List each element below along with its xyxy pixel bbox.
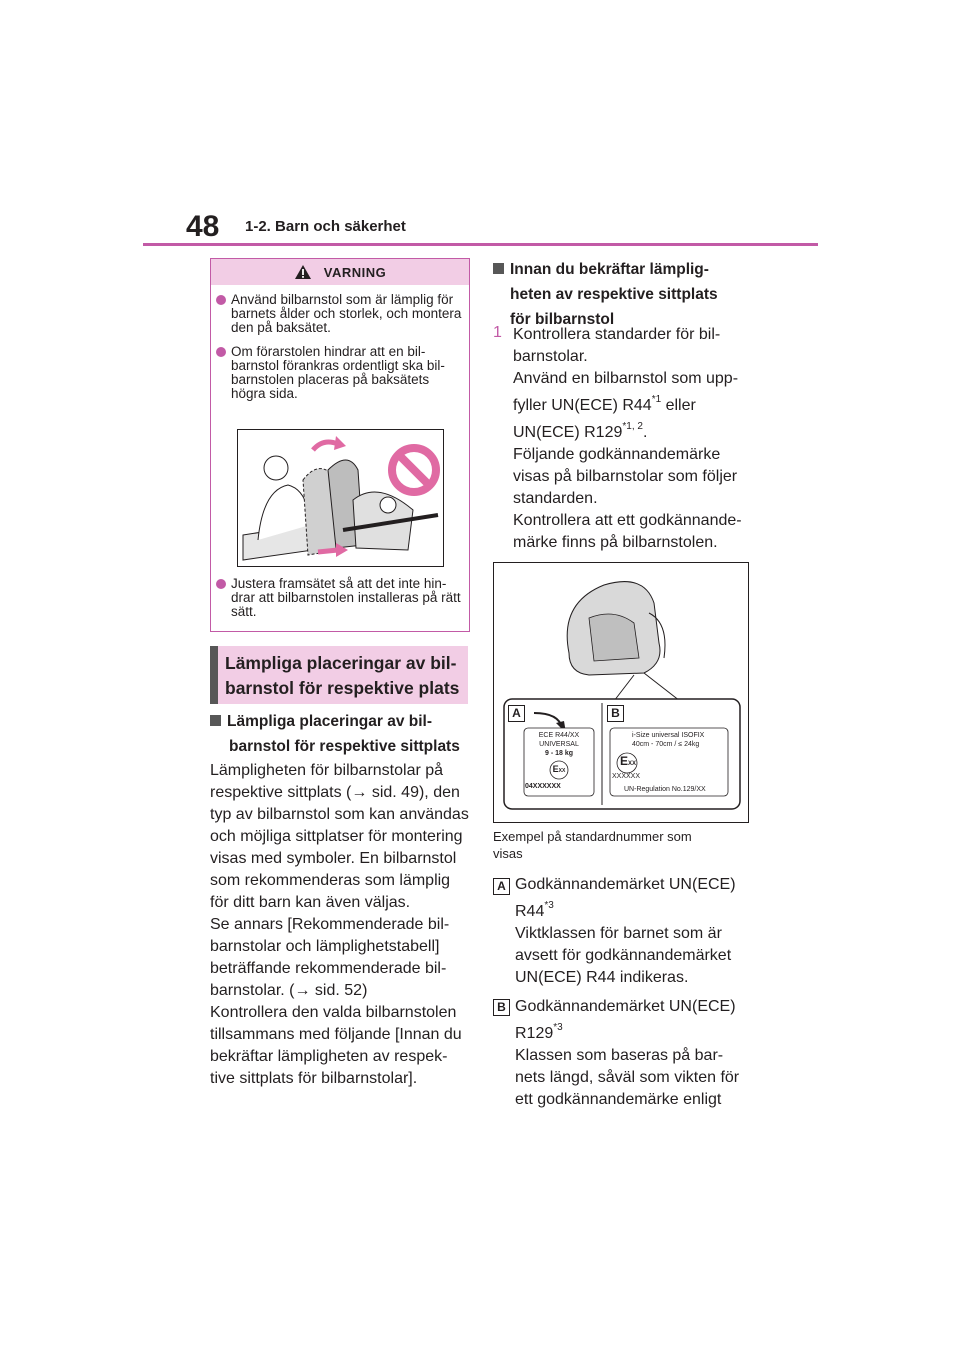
text-line: Lämpligheten för bilbarnstolar på [210, 762, 444, 779]
page-number: 48 [186, 210, 220, 243]
text-line: barnstolar. (→ sid. 52) [210, 982, 368, 999]
warning-triangle-icon [294, 264, 312, 280]
bullet-icon [216, 347, 226, 357]
tag-b-line: XX [696, 786, 706, 793]
tag-b-line: 40cm - 70cm / ≤ 24kg [632, 741, 700, 748]
text-line: barnstolar. [513, 348, 588, 365]
r129-text: UN(ECE) R129 [513, 424, 623, 441]
figure-caption [493, 828, 692, 862]
tag-a-line: 04XXXXXX [525, 783, 561, 790]
text-line: beträffande rekommenderade bil- [210, 960, 447, 977]
left-body [210, 760, 472, 1090]
r44-text: fyller UN(ECE) R44 [513, 397, 652, 414]
tag-a-line: 9 - 18 kg [544, 750, 573, 757]
text-line: nets längd, såväl som vikten för [515, 1069, 740, 1086]
text-line: Följande godkännandemärke [513, 446, 721, 463]
warning-header [211, 259, 469, 285]
text-line: visas på bilbarnstolar som följer [513, 468, 738, 485]
footnote-ref: *1, 2 [622, 421, 643, 432]
warning-text: Justera framsätet så att det inte hin-drar att bilbarnstolen installeras på rätt sätt. [231, 576, 461, 619]
text-line: märke finns på bilbarnstolen. [513, 534, 718, 551]
chapter-title: 1-2. Barn och säkerhet [245, 218, 406, 235]
text-line: Viktklassen för barnet som är [515, 925, 722, 942]
text-line: Kontrollera att ett godkännande- [513, 512, 742, 529]
warning-item [211, 577, 469, 619]
right-subheading-line: Innan du bekräftar lämplig- [510, 261, 709, 278]
text-line: barnstolar och lämplighetstabell] [210, 938, 440, 955]
right-subheading [493, 257, 753, 332]
item-b-label: B [493, 999, 510, 1016]
tag-a-line: XX [569, 732, 580, 739]
approval-mark-figure [493, 562, 749, 823]
bullet-icon [216, 295, 226, 305]
r44-suffix: eller [661, 397, 696, 414]
text-line: avsett för godkännandemärket [515, 947, 732, 964]
section-heading [210, 646, 468, 704]
text-line: ett godkännandemärke enligt [515, 1091, 722, 1108]
step-number: 1 [493, 324, 502, 341]
text-line: typ av bilbarnstol som kan användas [210, 806, 469, 823]
section-heading-line: Lämpliga placeringar av bil- [225, 653, 457, 673]
e-mark-sub: XX [628, 761, 637, 767]
text-line: bekräftar lämpligheten av respek- [210, 1048, 448, 1065]
text-line [513, 395, 753, 417]
warning-box [210, 258, 470, 632]
text-line: R129 [515, 1025, 554, 1042]
tag-a-line: ECE R44/ [538, 732, 570, 739]
figure-label-a: A [508, 705, 525, 722]
left-subheading-line: barnstol för respektive sittplats [229, 738, 460, 755]
text-line: standarden. [513, 490, 598, 507]
warning-text: Om förarstolen hindrar att en bil-barnstol förankras ordentligt ska bil-barnstolen placeras på baksätets högra sida. [231, 344, 445, 401]
right-subheading-line: heten av respektive sittplats [510, 286, 718, 303]
text-line: Använd en bilbarnstol som upp- [513, 370, 739, 387]
text-line: Se annars [Rekommenderade bil- [210, 916, 450, 933]
bullet-icon [216, 579, 226, 589]
left-subheading [210, 709, 470, 759]
tag-b-line: UN-Regulation No.129/ [624, 786, 697, 793]
warning-item [211, 345, 469, 401]
caption-line: Exempel på standardnummer som [493, 829, 692, 844]
footnote-ref: *3 [544, 900, 554, 911]
warning-item [211, 293, 469, 335]
text-line: som rekommenderas som lämplig [210, 872, 451, 889]
warning-title: VARNING [323, 264, 387, 280]
item-a-text [515, 874, 755, 989]
header-rule [143, 243, 818, 246]
e-mark: E [620, 754, 629, 768]
right-subheading-line: för bilbarnstol [510, 311, 615, 328]
tag-b [612, 731, 726, 794]
text-line: respektive sittplats (→ sid. 49), den [210, 784, 460, 801]
caption-line: visas [493, 846, 523, 861]
text-line [513, 422, 753, 444]
text-line: Godkännandemärket UN(ECE) [515, 876, 736, 893]
footnote-ref: *3 [553, 1022, 563, 1033]
text-line: tive sittplats för bilbarnstolar]. [210, 1070, 418, 1087]
square-bullet-icon [493, 263, 504, 274]
tag-b-line: i-Size universal ISOFIX [632, 732, 705, 739]
step-text [513, 324, 753, 554]
tag-b-line: XXXXXX [612, 773, 641, 780]
footnote-ref: *1 [651, 394, 662, 405]
text-line: tillsammans med följande [Innan du [210, 1026, 462, 1043]
text-line: UN(ECE) R44 indikeras. [515, 969, 689, 986]
text-line: R44 [515, 903, 545, 920]
figure-label-b: B [607, 705, 624, 722]
tag-a-line: UNIVERSAL [539, 741, 579, 748]
text-line: Kontrollera standarder för bil- [513, 326, 721, 343]
text-line: Kontrollera den valda bilbarnstolen [210, 1004, 457, 1021]
warning-text: Använd bilbarnstol som är lämplig för barnets ålder och storlek, och montera den på baksätet. [231, 292, 462, 335]
item-b-text [515, 996, 755, 1111]
text-line: Godkännandemärket UN(ECE) [515, 998, 736, 1015]
e-mark: E [552, 764, 559, 774]
text-line: och möjliga sittplatser för montering [210, 828, 463, 845]
text-line: Klassen som baseras på bar- [515, 1047, 724, 1064]
text-line: visas med symboler. En bilbarnstol [210, 850, 457, 867]
seat-illustration [237, 429, 444, 567]
e-mark-sub: XX [558, 768, 566, 774]
left-subheading-line: Lämpliga placeringar av bil- [227, 713, 433, 730]
text-line: för ditt barn kan även väljas. [210, 894, 411, 911]
tag-a [525, 731, 593, 791]
square-bullet-icon [210, 715, 221, 726]
section-heading-line: barnstol för respektive plats [225, 678, 460, 698]
item-a-label: A [493, 878, 510, 895]
r129-suffix: . [642, 424, 648, 441]
